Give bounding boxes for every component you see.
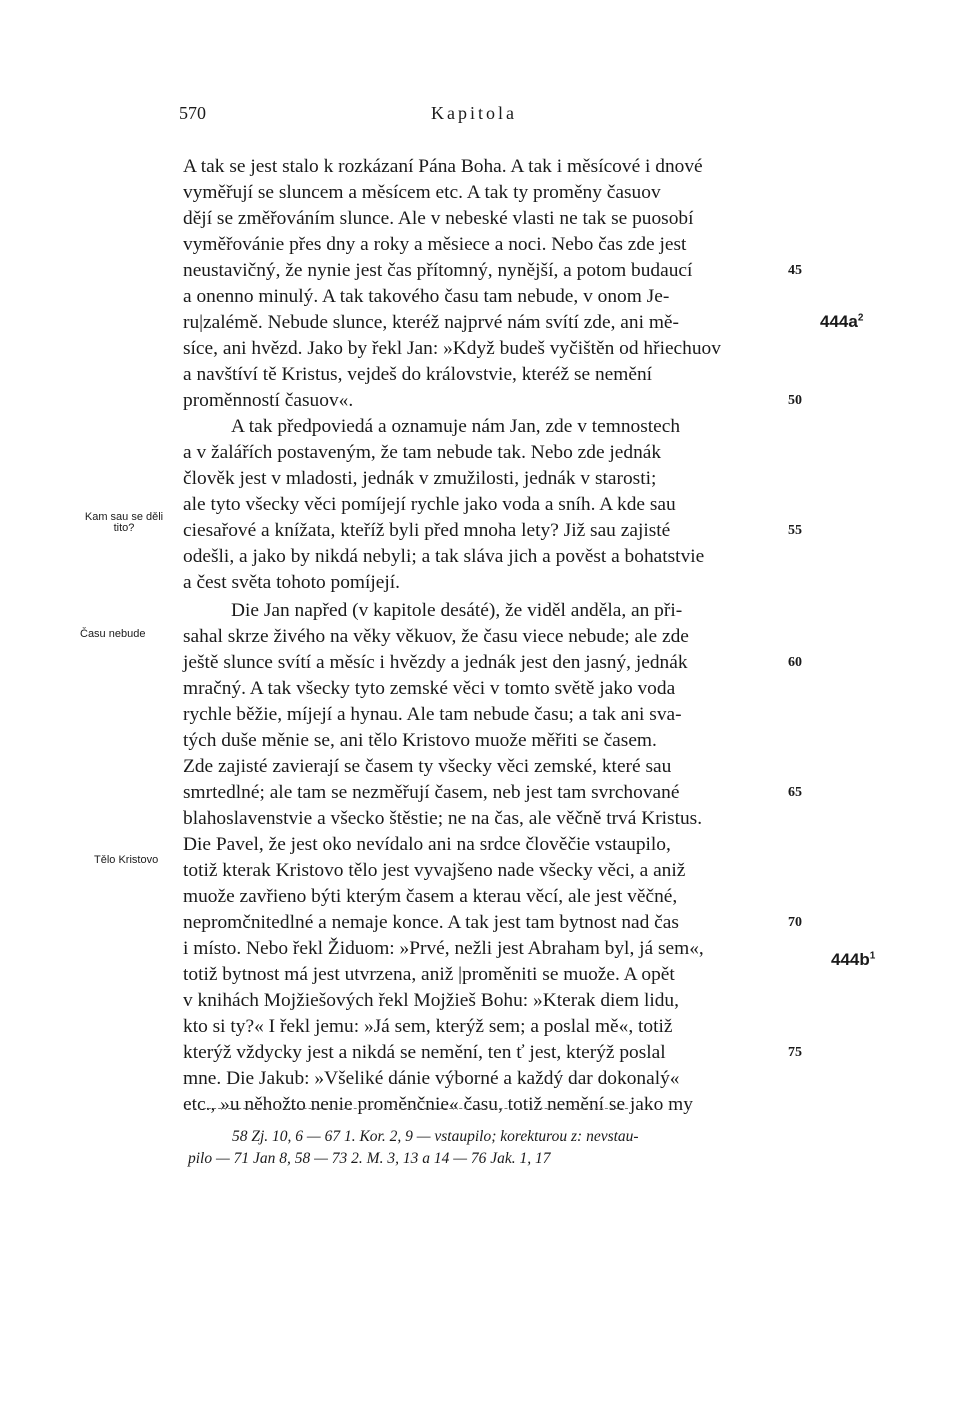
text-line: ještě slunce svítí a měsíc i hvězdy a jednák jest den jasný, jednák	[183, 652, 688, 673]
text-line: muože zavřieno býti kterým časem a kterau věcí, ale jest věčné,	[183, 886, 678, 907]
text-line: sahal skrze živého na věky věkuov, že času viece nebude; ale zde	[183, 626, 689, 647]
folio-mark: $444b^1$	[831, 950, 876, 969]
margin-note: Času nebude	[80, 628, 146, 640]
text-line: síce, ani hvězd. Jako by řekl Jan: »Když budeš vyčištěn od hřiechuov	[183, 338, 721, 359]
text-line: člověk jest v mladosti, jednák v zmužilosti, jednák v starosti;	[183, 468, 657, 489]
line-number: 75	[788, 1045, 802, 1060]
text-line: i místo. Nebo řekl Židuom: »Prvé, nežli jest Abraham byl, já sem«,	[183, 938, 704, 959]
margin-note: Tělo Kristovo	[94, 854, 159, 866]
text-line: rychle běžie, míjejí a hynau. Ale tam nebude času; a tak ani sva-	[183, 704, 682, 725]
text-line: a v žalářích postaveným, že tam nebude tak. Nebo zde jednák	[183, 442, 662, 463]
text-line: nepromčnitedlné a nemaje konce. A tak jest tam bytnost nad čas	[183, 912, 679, 933]
line-number: 60	[788, 655, 802, 670]
text-line: proměnností časuov«.	[183, 390, 354, 411]
text-line: a navštíví tě Kristus, vejdeš do královstvie, kteréž se nemění	[183, 364, 653, 385]
text-line: a čest světa tohoto pomíjejí.	[183, 572, 401, 593]
text-line: vyměřují se sluncem a měsícem etc. A tak ty proměny časuov	[183, 182, 661, 203]
line-number: 65	[788, 785, 802, 800]
text-line: neustavičný, že nynie jest čas přítomný, nynější, a potom budaucí	[183, 260, 693, 281]
text-line: mne. Die Jakub: »Všeliké dánie výborné a každý dar dokonalý«	[183, 1068, 680, 1089]
text-line: blahoslavenstvie a všecko štěstie; ne na čas, ale věčně trvá Kristus.	[183, 808, 703, 829]
text-line: odešli, a jako by nikdá nebyli; a tak sláva jich a pověst a bohatstvie	[183, 546, 705, 567]
text-line: kto si ty?« I řekl jemu: »Já sem, kterýž sem; a poslal mě«, totiž	[183, 1016, 673, 1037]
text-line: smrtedlné; ale tam se nezměřují časem, neb jest tam svrchované	[183, 782, 680, 803]
text-line: tých duše měnie se, ani tělo Kristovo muože měřiti se časem.	[183, 730, 657, 751]
text-line: vyměřovánie přes dny a roky a měsiece a noci. Nebo čas zde jest	[183, 234, 687, 255]
text-line: Die Pavel, že jest oko nevídalo ani na srdce člověčie vstaupilo,	[183, 834, 671, 855]
text-line: v knihách Mojžiešových řekl Mojžieš Bohu: »Kterak diem lidu,	[183, 990, 679, 1011]
text-line: ciesařové a knížata, kteříž byli před mnoha lety? Již sau zajisté	[183, 520, 671, 541]
text-line: mračný. A tak všecky tyto zemské věci v tomto světě jako voda	[183, 678, 676, 699]
page-number: 570	[179, 103, 206, 123]
text-line: Die Jan napřed (v kapitole desáté), že viděl anděla, an při-	[231, 600, 683, 621]
line-number: 50	[788, 393, 802, 408]
text-line: etc., »u něhožto nenie proměnčnie« času, totiž nemění se jako my	[183, 1094, 693, 1115]
footnote-line: pilo — 71 Jan 8, 58 — 73 2. M. 3, 13 a 14 — 76 Jak. 1, 17	[188, 1150, 551, 1167]
footnote-line: 58 Zj. 10, 6 — 67 1. Kor. 2, 9 — vstaupilo; korekturou z: nevstau-	[232, 1128, 639, 1145]
text-line: Zde zajisté zavierají se časem ty všecky věci zemské, které sau	[183, 756, 672, 777]
text-line: A tak předpoviedá a oznamuje nám Jan, zde v temnostech	[231, 416, 681, 437]
text-line: dějí se změřováním slunce. Ale v nebeské vlasti ne tak se puosobí	[183, 208, 694, 229]
text-line: ale tyto všecky věci pomíjejí rychle jako voda a sníh. A kde sau	[183, 494, 676, 515]
text-line: totiž kterak Kristovo tělo jest vyvajšeno nade všecky věci, a aniž	[183, 860, 686, 881]
folio-mark: $444a^2$	[820, 312, 864, 331]
text-line: ru|zalémě. Nebude slunce, kteréž najprvé nám svítí zde, ani mě-	[183, 312, 679, 333]
margin-note: Kam sau se děli tito?	[84, 511, 164, 534]
line-number: 55	[788, 523, 802, 538]
line-number: 45	[788, 263, 802, 278]
text-line: totiž bytnost má jest utvrzena, aniž |proměniti se muože. A opět	[183, 964, 675, 985]
text-line: A tak se jest stalo k rozkázaní Pána Boha. A tak i měsícové i dnové	[183, 156, 703, 177]
line-number: 70	[788, 915, 802, 930]
running-title: Kapitola	[431, 103, 517, 123]
text-line: kterýž vždycky jest a nikdá se nemění, ten ť jest, kterýž poslal	[183, 1042, 666, 1063]
footnote-rule	[188, 1108, 628, 1109]
text-line: a onenno minulý. A tak takového času tam nebude, v onom Je-	[183, 286, 670, 307]
